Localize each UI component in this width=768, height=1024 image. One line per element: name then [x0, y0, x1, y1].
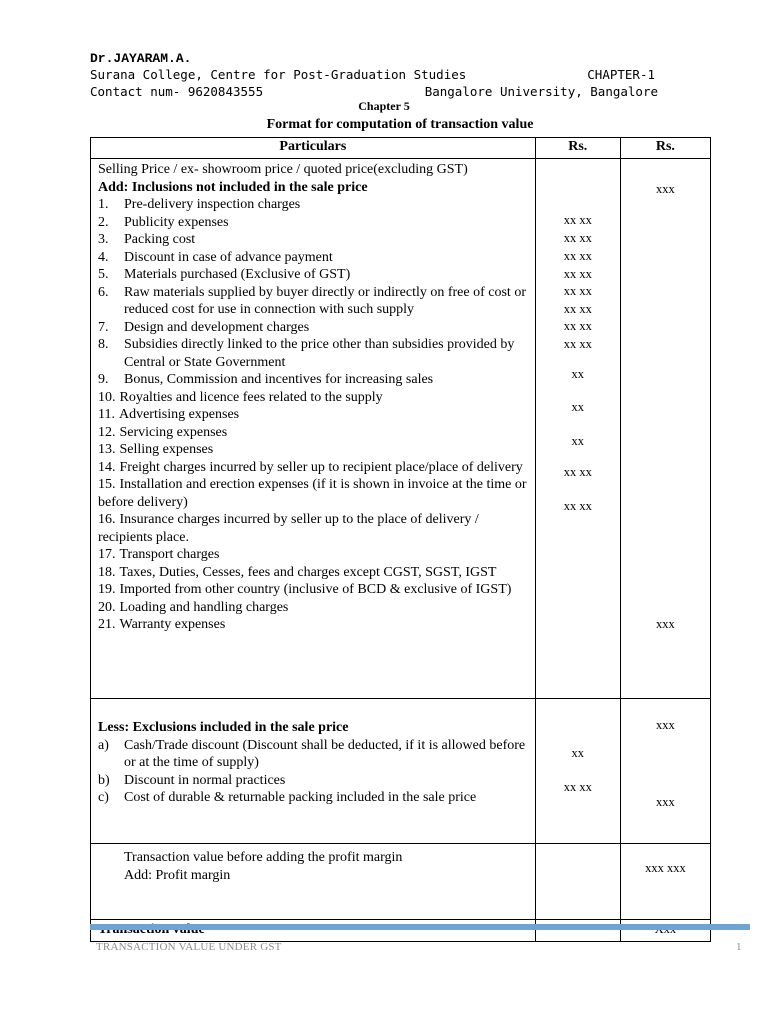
inclusion-item [98, 424, 529, 442]
inclusions-amounts [535, 159, 620, 699]
inclusion-amount: xx [571, 434, 585, 448]
exclusion-item [98, 737, 529, 772]
inclusion-item [98, 581, 529, 599]
inclusion-text: Discount in case of advance payment [124, 249, 333, 265]
page-number: 1 [736, 941, 742, 953]
exclusions-totals [620, 699, 710, 844]
profit-amount-cell [620, 844, 710, 920]
inclusion-item [98, 389, 529, 407]
base-amount: xxx [656, 182, 675, 196]
inclusion-item [98, 459, 529, 477]
inclusion-number: 10. [98, 389, 116, 405]
inclusion-number: 12. [98, 424, 116, 440]
inclusion-item [98, 406, 529, 424]
university-name: Bangalore University, Bangalore [424, 84, 658, 99]
inclusion-item [98, 599, 529, 617]
final-amount [620, 920, 710, 942]
inclusion-text: Subsidies directly linked to the price other than subsidies provided by Central or State Government [124, 337, 515, 370]
inclusion-item [98, 249, 529, 267]
header-line-1 [90, 66, 658, 83]
exclusion-text: Discount in normal practices [124, 772, 286, 788]
footer-bar [90, 924, 750, 930]
inclusion-amount: xx xx [563, 302, 592, 316]
inclusion-text: Selling expenses [119, 442, 214, 457]
inclusion-number: 15. [98, 477, 116, 492]
inclusions-total: xxx [656, 617, 675, 631]
college-name: Surana College, Centre for Post-Graduation Studies [90, 67, 467, 82]
contact-number: Contact num- 9620843555 [90, 84, 264, 99]
inclusion-item [98, 476, 529, 511]
inclusion-amount: xx xx [563, 284, 592, 298]
inclusions-particulars [91, 159, 536, 699]
page-title: Format for computation of transaction value [266, 117, 534, 132]
inclusion-text: Loading and handling charges [119, 599, 289, 615]
inclusion-number: 18. [98, 564, 116, 580]
profit-amount: xxx xxx [645, 861, 686, 875]
inclusion-number: 20. [98, 599, 116, 615]
exclusion-amount-b: xx xx [563, 780, 592, 794]
inclusion-item [98, 284, 529, 319]
inclusions-totals [620, 159, 710, 699]
inclusion-number: 2. [98, 214, 109, 230]
inclusion-text: Advertising expenses [118, 407, 240, 422]
exclusions-row [91, 699, 711, 844]
inclusion-text: Packing cost [124, 232, 196, 247]
footer-title: TRANSACTION VALUE UNDER GST [96, 941, 282, 953]
inclusion-text: Design and development charges [124, 319, 310, 335]
inclusion-text: Taxes, Duties, Cesses, fees and charges except CGST, SGST, IGST [119, 564, 497, 580]
inclusion-amount: xx [571, 367, 585, 381]
profit-row [91, 844, 711, 920]
inclusion-item [98, 319, 529, 337]
inclusions-list [98, 196, 529, 634]
inclusion-number: 11. [98, 407, 115, 422]
inclusion-number: 9. [98, 372, 109, 387]
inclusion-text: Imported from other country (inclusive of BCD & exclusive of IGST) [119, 582, 512, 597]
inclusion-text: Materials purchased (Exclusive of GST) [124, 267, 351, 282]
inclusion-amount: xx xx [563, 499, 592, 513]
inclusion-item [98, 231, 529, 249]
exclusion-letter: a) [98, 737, 109, 753]
inclusion-number: 14. [98, 459, 116, 475]
inclusion-number: 19. [98, 582, 116, 597]
inclusion-item [98, 564, 529, 582]
header-rs-1: Rs. [535, 138, 620, 159]
exclusion-item [98, 789, 529, 807]
inclusion-amount: xx xx [563, 465, 592, 479]
inclusion-text: Insurance charges incurred by seller up to the place of delivery / recipients place. [98, 512, 479, 545]
inclusions-row [91, 159, 711, 699]
inclusion-number: 3. [98, 232, 109, 247]
inclusion-item [98, 441, 529, 459]
exclusions-heading: Less: Exclusions included in the sale price [98, 720, 349, 735]
chapter-tag: CHAPTER-1 [587, 67, 655, 82]
exclusion-text: Cost of durable & returnable packing included in the sale price [124, 790, 477, 805]
final-empty [535, 920, 620, 942]
inclusion-item [98, 196, 529, 214]
exclusion-letter: b) [98, 772, 110, 788]
exclusion-amount-a: xx [571, 746, 585, 760]
inclusion-number: 8. [98, 337, 109, 352]
inclusion-text: Pre-delivery inspection charges [124, 197, 301, 212]
inclusion-amount: xx xx [563, 337, 592, 351]
inclusion-number: 13. [98, 442, 116, 457]
transaction-value-table [90, 137, 711, 942]
header-rs-2: Rs. [620, 138, 710, 159]
inclusion-number: 21. [98, 617, 116, 632]
inclusion-text: Warranty expenses [119, 617, 226, 632]
profit-margin-line: Add: Profit margin [124, 867, 231, 883]
inclusion-amount: xx xx [563, 231, 592, 245]
final-label [91, 920, 536, 942]
inclusion-item [98, 616, 529, 634]
inclusion-item [98, 266, 529, 284]
inclusion-amount: xx xx [563, 319, 592, 333]
author-name: Dr.JAYARAM.A. [90, 51, 192, 66]
inclusion-item [98, 214, 529, 232]
inclusion-item [98, 336, 529, 371]
inclusion-amount: xx [571, 400, 585, 414]
inclusion-text: Bonus, Commission and incentives for increasing sales [124, 372, 434, 387]
inclusion-number: 6. [98, 284, 109, 300]
inclusion-text: Transport charges [119, 547, 220, 562]
chapter-label: Chapter 5 [358, 99, 410, 113]
inclusion-text: Installation and erection expenses (if it is shown in invoice at the time or before delivery) [98, 477, 527, 510]
final-row [91, 920, 711, 942]
inclusion-text: Publicity expenses [124, 214, 229, 230]
exclusions-amounts [535, 699, 620, 844]
exclusion-letter: c) [98, 790, 109, 805]
before-profit-line: Transaction value before adding the profit margin [124, 850, 403, 865]
inclusion-number: 7. [98, 319, 109, 335]
inclusion-amount: xx xx [563, 267, 592, 281]
inclusion-number: 1. [98, 197, 109, 212]
base-price-line: Selling Price / ex- showroom price / quoted price(excluding GST) [98, 162, 468, 177]
profit-particulars [91, 844, 536, 920]
exclusion-text: Cash/Trade discount (Discount shall be deducted, if it is allowed before or at the time of supply) [124, 737, 526, 770]
table-header-row [91, 138, 711, 159]
inclusion-item [98, 511, 529, 546]
inclusion-number: 16. [98, 512, 116, 527]
inclusion-amount: xx xx [563, 249, 592, 263]
inclusion-amount: xx xx [563, 213, 592, 227]
exclusions-total-1: xxx [656, 718, 675, 732]
profit-amount-empty [535, 844, 620, 920]
inclusion-text: Royalties and licence fees related to the supply [119, 389, 383, 405]
inclusion-number: 17. [98, 547, 116, 562]
header-line-2 [90, 83, 658, 100]
inclusion-item [98, 371, 529, 389]
exclusions-particulars [91, 699, 536, 844]
inclusions-heading: Add: Inclusions not included in the sale price [98, 179, 368, 195]
inclusion-text: Freight charges incurred by seller up to recipient place/place of delivery [119, 459, 523, 475]
inclusion-text: Raw materials supplied by buyer directly or indirectly on free of cost or reduced cost for use in connection with such supply [124, 284, 526, 317]
exclusions-list [98, 737, 529, 807]
inclusion-item [98, 546, 529, 564]
inclusion-text: Servicing expenses [119, 424, 228, 440]
inclusion-number: 4. [98, 249, 109, 265]
exclusion-item [98, 772, 529, 790]
inclusion-number: 5. [98, 267, 109, 282]
header-particulars: Particulars [91, 138, 536, 159]
exclusions-total-2: xxx [656, 795, 675, 809]
